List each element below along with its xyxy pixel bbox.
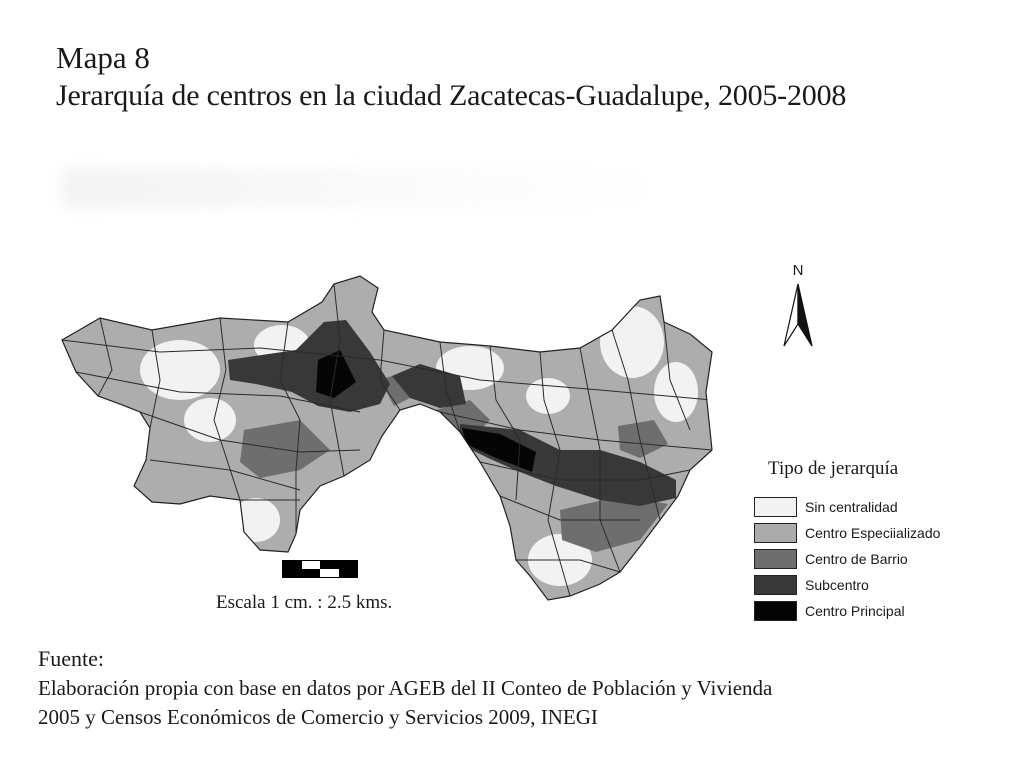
legend-label: Sin centralidad [805,499,898,515]
map-title: Jerarquía de centros en la ciudad Zacatecas-Guadalupe, 2005-2008 [56,79,847,112]
legend [754,458,1014,624]
north-arrow-icon [778,262,818,354]
legend-label: Centro Especiializado [805,525,941,541]
source-line-1: Elaboración propia con base en datos por AGEB del II Conteo de Población y Vivienda [38,676,773,700]
map-number: Mapa 8 [56,40,150,75]
legend-swatch [754,523,797,543]
scale-bar-group [216,560,393,613]
scale-caption: Escala 1 cm. : 2.5 kms. [216,592,393,613]
north-label: N [792,262,804,279]
legend-item-centro-principal [754,598,1014,624]
legend-item-sin-centralidad [754,494,1014,520]
source-block [38,644,772,732]
legend-label: Centro de Barrio [805,551,908,567]
north-arrow [778,262,818,354]
legend-swatch [754,497,797,517]
legend-title: Tipo de jerarquía [768,458,899,479]
legend-swatch [754,549,797,569]
source-heading: Fuente: [38,646,104,671]
source-line-2: 2005 y Censos Económicos de Comercio y Servicios 2009, INEGI [38,705,598,729]
legend-item-subcentro [754,572,1014,598]
legend-label: Centro Principal [805,603,905,619]
legend-item-centro-especializado [754,520,1014,546]
legend-swatch [754,575,797,595]
legend-label: Subcentro [805,577,869,593]
scale-bar [282,560,358,578]
legend-item-centro-de-barrio [754,546,1014,572]
legend-swatch [754,601,797,621]
